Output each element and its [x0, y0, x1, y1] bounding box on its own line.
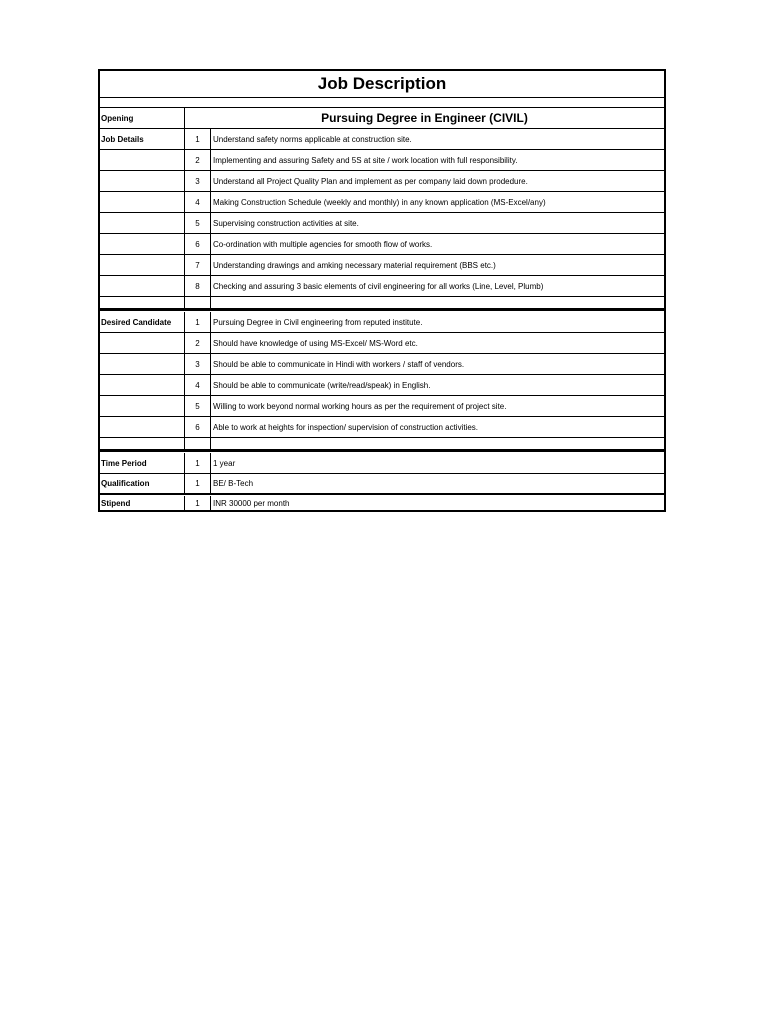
- candidate-text: Should be able to communicate in Hindi with workers / staff of vendors.: [213, 359, 465, 369]
- empty-label-cell: [100, 297, 185, 308]
- qualification-value: BE/ B-Tech: [213, 479, 254, 488]
- job-detail-text: Understand safety norms applicable at construction site.: [213, 134, 412, 144]
- candidate-row: [100, 333, 664, 354]
- job-detail-row: [100, 150, 664, 171]
- empty-label-cell: [100, 438, 185, 449]
- job-detail-text: Understanding drawings and amking necessary material requirement (BBS etc.): [213, 260, 496, 270]
- job-detail-row: [100, 192, 664, 213]
- empty-label-cell: [100, 255, 185, 275]
- row-number: 1: [185, 312, 211, 332]
- job-detail-text: Checking and assuring 3 basic elements of civil engineering for all works (Line, Level, Plumb): [213, 281, 544, 291]
- row-number: 3: [185, 354, 211, 374]
- row-number: 2: [185, 150, 211, 170]
- row-number: 7: [185, 255, 211, 275]
- row-number: 6: [185, 417, 211, 437]
- job-detail-text: Making Construction Schedule (weekly and monthly) in any known application (MS-Excel/any): [213, 197, 546, 207]
- empty-label-cell: [100, 417, 185, 437]
- candidate-text: Willing to work beyond normal working hours as per the requirement of project site.: [213, 401, 507, 411]
- row-number: 4: [185, 375, 211, 395]
- empty-number-cell: [185, 297, 211, 308]
- row-number: 3: [185, 171, 211, 191]
- section-divider: [100, 450, 664, 452]
- job-detail-text: Understand all Project Quality Plan and implement as per company laid down prodedure.: [213, 176, 528, 186]
- job-detail-row: [100, 276, 664, 297]
- candidate-row: [100, 312, 664, 333]
- table-title: Job Description: [100, 71, 664, 98]
- empty-label-cell: [100, 375, 185, 395]
- spacer-row: [100, 438, 664, 450]
- row-number: 5: [185, 213, 211, 233]
- qualification-row: [100, 474, 664, 495]
- job-detail-text: Co-ordination with multiple agencies for smooth flow of works.: [213, 239, 433, 249]
- candidate-row: [100, 396, 664, 417]
- job-detail-row: [100, 129, 664, 150]
- row-number: 1: [185, 453, 211, 473]
- opening-row: [100, 108, 664, 129]
- row-number: 8: [185, 276, 211, 296]
- row-number: 1: [185, 496, 211, 510]
- row-number: 4: [185, 192, 211, 212]
- spacer-row: [100, 297, 664, 309]
- job-detail-row: [100, 234, 664, 255]
- job-detail-text: Implementing and assuring Safety and 5S at site / work location with full responsibility.: [213, 155, 518, 165]
- qualification-label: Qualification: [100, 474, 185, 493]
- empty-label-cell: [100, 396, 185, 416]
- job-detail-text: Supervising construction activities at site.: [213, 218, 359, 228]
- gap-row: [100, 98, 664, 108]
- candidate-text: Able to work at heights for inspection/ supervision of construction activities.: [213, 422, 479, 432]
- empty-label-cell: [100, 150, 185, 170]
- row-number: 2: [185, 333, 211, 353]
- empty-label-cell: [100, 333, 185, 353]
- job-detail-row: [100, 213, 664, 234]
- job-details-label: Job Details: [100, 129, 185, 149]
- opening-value: Pursuing Degree in Engineer (CIVIL): [321, 111, 528, 125]
- row-number: 1: [185, 474, 211, 493]
- job-detail-row: [100, 255, 664, 276]
- empty-label-cell: [100, 213, 185, 233]
- row-number: 1: [185, 129, 211, 149]
- row-number: 6: [185, 234, 211, 254]
- stipend-label: Stipend: [100, 496, 185, 510]
- empty-label-cell: [100, 354, 185, 374]
- stipend-row: [100, 496, 664, 510]
- opening-label: Opening: [100, 108, 185, 128]
- empty-label-cell: [100, 276, 185, 296]
- desired-candidate-label: Desired Candidate: [100, 312, 185, 332]
- candidate-text: Should have knowledge of using MS-Excel/ MS-Word etc.: [213, 338, 418, 348]
- time-period-row: [100, 453, 664, 474]
- empty-number-cell: [185, 438, 211, 449]
- section-divider: [100, 309, 664, 311]
- candidate-row: [100, 375, 664, 396]
- row-number: 5: [185, 396, 211, 416]
- empty-label-cell: [100, 192, 185, 212]
- job-detail-row: [100, 171, 664, 192]
- candidate-text: Pursuing Degree in Civil engineering from reputed institute.: [213, 317, 423, 327]
- empty-label-cell: [100, 234, 185, 254]
- job-description-table: [98, 69, 666, 512]
- candidate-row: [100, 417, 664, 438]
- candidate-row: [100, 354, 664, 375]
- empty-label-cell: [100, 171, 185, 191]
- time-period-value: 1 year: [213, 458, 236, 468]
- time-period-label: Time Period: [100, 453, 185, 473]
- candidate-text: Should be able to communicate (write/read/speak) in English.: [213, 380, 431, 390]
- stipend-value: INR 30000 per month: [213, 498, 290, 508]
